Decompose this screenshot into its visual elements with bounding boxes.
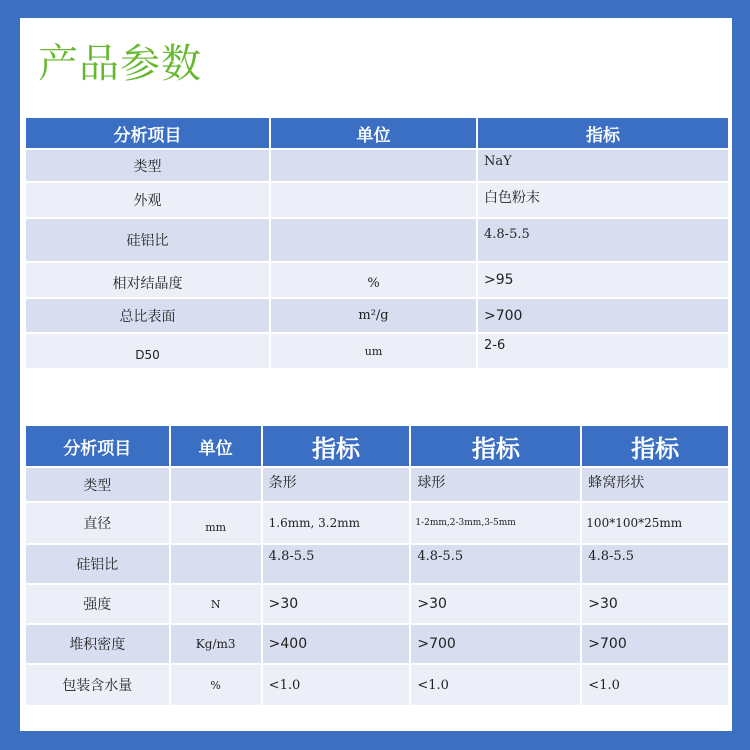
cell-spec: >30 [582, 585, 728, 623]
spec-table-1 [24, 116, 730, 370]
cell-unit: um [271, 334, 476, 368]
cell-spec: 4.8-5.5 [582, 545, 728, 583]
cell-spec: 条形 [263, 468, 410, 501]
cell-unit [271, 183, 476, 217]
table-row [26, 468, 728, 501]
table-row [26, 150, 728, 181]
cell-spec: 白色粉末 [478, 183, 728, 217]
cell-item: D50 [26, 334, 269, 368]
header-spec: 指标 [478, 118, 728, 148]
table-row [26, 219, 728, 261]
header-spec-bar: 指标 [263, 426, 410, 466]
cell-item: 类型 [26, 468, 169, 501]
cell-unit: mm [171, 503, 261, 543]
table-header-row [26, 426, 728, 466]
cell-spec: <1.0 [582, 665, 728, 705]
cell-spec: >30 [263, 585, 410, 623]
cell-spec: 100*100*25mm [582, 503, 728, 543]
table-row [26, 503, 728, 543]
cell-item: 外观 [26, 183, 269, 217]
cell-item: 类型 [26, 150, 269, 181]
cell-unit [171, 545, 261, 583]
cell-item: 硅铝比 [26, 219, 269, 261]
cell-unit: N [171, 585, 261, 623]
cell-spec: 球形 [411, 468, 580, 501]
table-row [26, 334, 728, 368]
table-row [26, 263, 728, 297]
header-item: 分析项目 [26, 426, 169, 466]
cell-unit: Kg/m3 [171, 625, 261, 663]
cell-spec: 2-6 [478, 334, 728, 368]
cell-spec: >400 [263, 625, 410, 663]
cell-item: 强度 [26, 585, 169, 623]
cell-spec: 4.8-5.5 [263, 545, 410, 583]
cell-spec: <1.0 [411, 665, 580, 705]
header-unit: 单位 [271, 118, 476, 148]
cell-unit [271, 150, 476, 181]
cell-spec: NaY [478, 150, 728, 181]
cell-unit: % [171, 665, 261, 705]
cell-spec: 1-2mm,2-3mm,3-5mm [411, 503, 580, 543]
cell-spec: 1.6mm, 3.2mm [263, 503, 410, 543]
cell-item: 总比表面 [26, 299, 269, 332]
table-row [26, 183, 728, 217]
table-row [26, 585, 728, 623]
cell-unit: m²/g [271, 299, 476, 332]
cell-item: 包装含水量 [26, 665, 169, 705]
table-row [26, 299, 728, 332]
content-panel [20, 18, 732, 731]
table-row [26, 625, 728, 663]
cell-item: 堆积密度 [26, 625, 169, 663]
cell-unit [171, 468, 261, 501]
cell-unit: % [271, 263, 476, 297]
header-spec-ball: 指标 [411, 426, 580, 466]
cell-item: 相对结晶度 [26, 263, 269, 297]
cell-spec: 蜂窝形状 [582, 468, 728, 501]
table-header-row [26, 118, 728, 148]
cell-spec: >700 [411, 625, 580, 663]
cell-spec: <1.0 [263, 665, 410, 705]
cell-item: 硅铝比 [26, 545, 169, 583]
spec-table-2 [24, 424, 730, 707]
cell-spec: >95 [478, 263, 728, 297]
cell-spec: >700 [478, 299, 728, 332]
cell-spec: 4.8-5.5 [411, 545, 580, 583]
page-title: 产品参数 [38, 41, 202, 87]
table-row [26, 665, 728, 705]
cell-spec: 4.8-5.5 [478, 219, 728, 261]
cell-spec: >30 [411, 585, 580, 623]
header-spec-honeycomb: 指标 [582, 426, 728, 466]
cell-spec: >700 [582, 625, 728, 663]
cell-unit [271, 219, 476, 261]
header-unit: 单位 [171, 426, 261, 466]
table-row [26, 545, 728, 583]
cell-item: 直径 [26, 503, 169, 543]
header-item: 分析项目 [26, 118, 269, 148]
